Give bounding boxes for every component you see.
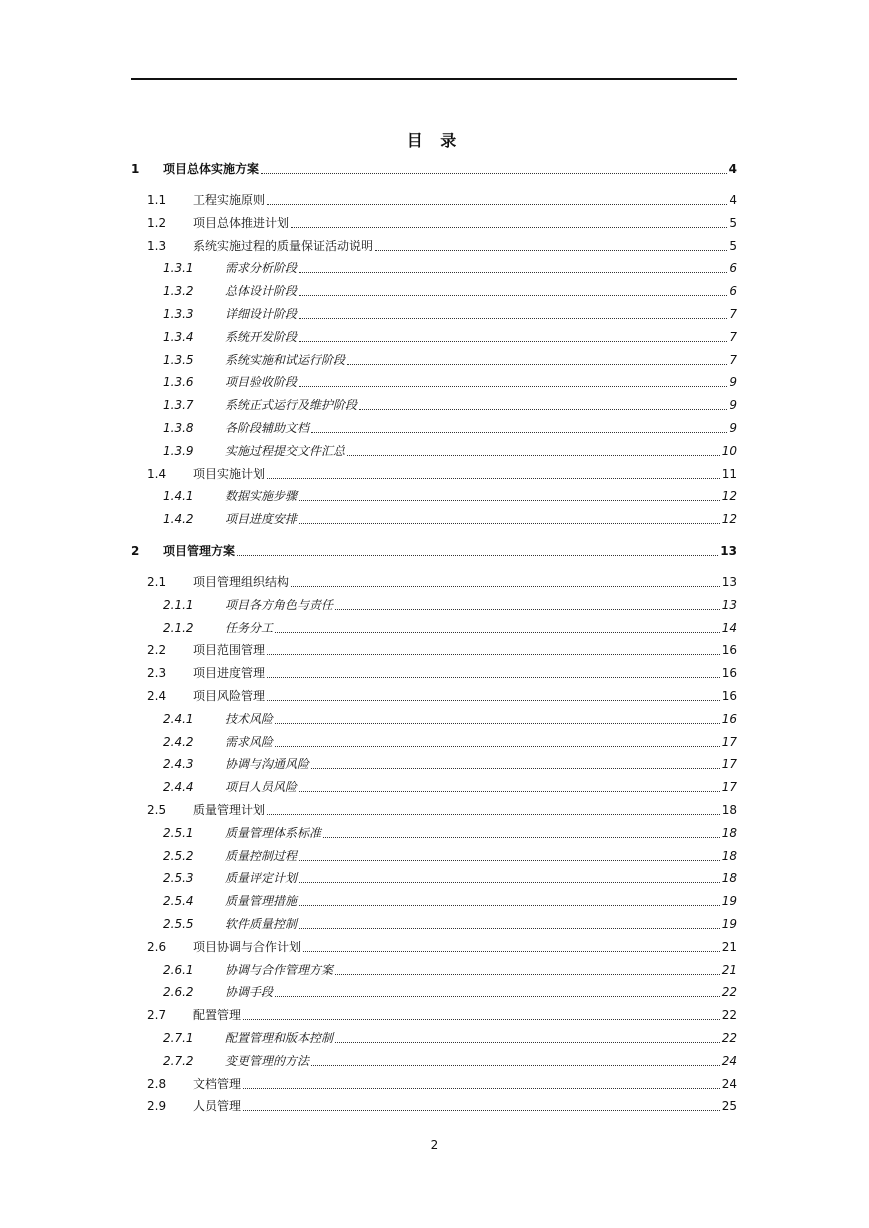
toc-entry-number: 2.3 (147, 666, 167, 681)
toc-entry[interactable] (131, 777, 737, 795)
toc-entry-title: 协调与合作管理方案 (225, 962, 334, 977)
toc-dot-leader (299, 318, 727, 319)
toc-entry-title: 协调手段 (225, 985, 274, 1000)
toc-entry-title: 质量管理措施 (225, 894, 298, 909)
toc-dot-leader (275, 996, 720, 997)
toc-dot-leader (267, 677, 720, 678)
toc-entry[interactable] (131, 418, 737, 436)
toc-entry-title: 总体设计阶段 (225, 284, 298, 299)
toc-dot-leader (335, 1042, 720, 1043)
toc-entry-title: 质量评定计划 (225, 871, 298, 886)
toc-entry-title: 变更管理的方法 (225, 1053, 310, 1068)
toc-entry[interactable] (131, 868, 737, 886)
toc-entry-page: 22 (721, 1008, 737, 1023)
toc-entry-number: 1.3.3 (163, 307, 194, 321)
toc-entry-page: 18 (721, 871, 737, 886)
toc-entry-page: 16 (721, 643, 737, 658)
toc-entry-number: 2.5.1 (163, 825, 194, 840)
toc-entry[interactable] (131, 663, 737, 681)
toc-entry-title: 任务分工 (225, 620, 274, 635)
toc-entry-page: 13 (720, 544, 737, 558)
toc-entry-title: 各阶段辅助文档 (225, 421, 310, 435)
toc-entry-page: 21 (721, 939, 737, 954)
toc-dot-leader (299, 791, 720, 792)
toc-entry[interactable] (131, 464, 737, 482)
toc-dot-leader (299, 523, 720, 524)
toc-entry-title: 系统实施和试运行阶段 (225, 352, 346, 367)
toc-entry-number: 1.3.5 (163, 352, 194, 367)
toc-entry[interactable] (131, 846, 737, 864)
toc-entry-number: 1.3.2 (163, 284, 194, 299)
toc-entry-page: 4 (728, 162, 737, 176)
toc-entry-page: 5 (729, 238, 737, 253)
toc-entry-title: 数据实施步骤 (225, 489, 298, 504)
toc-entry[interactable] (131, 595, 737, 613)
toc-entry-number: 1.3.6 (163, 375, 194, 390)
toc-entry[interactable] (131, 640, 737, 658)
toc-entry-page: 13 (721, 575, 737, 589)
toc-entry-title: 人员管理 (193, 1099, 242, 1114)
toc-entry[interactable] (131, 350, 737, 368)
toc-entry-title: 软件质量控制 (225, 917, 298, 931)
toc-entry-page: 9 (729, 375, 737, 390)
toc-entry[interactable] (131, 258, 737, 276)
toc-entry-title: 系统正式运行及维护阶段 (225, 398, 358, 413)
toc-entry-page: 16 (721, 666, 737, 681)
toc-entry-number: 2.4.3 (163, 757, 194, 772)
toc-entry-title: 需求风险 (225, 734, 274, 749)
toc-entry-page: 21 (721, 962, 737, 977)
header-rule (131, 78, 737, 80)
toc-entry-page: 12 (721, 489, 737, 504)
toc-entry-number: 1.4.2 (163, 512, 194, 527)
toc-entry-page: 25 (721, 1099, 737, 1114)
toc-entry[interactable] (131, 281, 737, 299)
toc-dot-leader (311, 768, 720, 769)
toc-entry-title: 工程实施原则 (193, 193, 266, 207)
toc-entry[interactable] (131, 732, 737, 750)
toc-entry[interactable] (131, 327, 737, 345)
toc-entry-number: 2.4.4 (163, 780, 194, 795)
toc-entry[interactable] (131, 937, 737, 955)
toc-dot-leader (359, 409, 727, 410)
toc-entry-page: 9 (729, 398, 737, 413)
toc-dot-leader (299, 295, 727, 296)
toc-entry-page: 10 (721, 443, 737, 458)
toc-entry-page: 17 (721, 757, 737, 772)
toc-entry-page: 18 (721, 825, 737, 840)
toc-entry[interactable] (131, 686, 737, 704)
toc-dot-leader (335, 974, 720, 975)
toc-entry-title: 实施过程提交文件汇总 (225, 443, 346, 458)
toc-dot-leader (311, 432, 727, 433)
toc-entry-title: 技术风险 (225, 711, 274, 726)
toc-dot-leader (375, 250, 727, 251)
toc-dot-leader (243, 1110, 720, 1111)
toc-dot-leader (267, 204, 727, 205)
toc-entry-title: 项目验收阶段 (225, 375, 298, 390)
toc-entry-number: 2.6.2 (163, 985, 194, 1000)
toc-entry-number: 1.3.9 (163, 443, 194, 458)
toc-entry[interactable] (131, 1096, 737, 1114)
toc-dot-leader (291, 227, 727, 228)
toc-dot-leader (299, 386, 727, 387)
toc-entry-page: 6 (729, 284, 737, 299)
toc-entry[interactable] (131, 441, 737, 459)
toc-entry-title: 项目风险管理 (193, 689, 266, 703)
toc-entry-page: 12 (721, 512, 737, 527)
toc-entry[interactable] (131, 486, 737, 504)
toc-entry[interactable] (131, 1051, 737, 1069)
toc-entry-page: 7 (729, 307, 737, 321)
toc-entry-title: 质量管理体系标准 (225, 825, 322, 840)
toc-entry-title: 详细设计阶段 (225, 307, 298, 321)
toc-dot-leader (299, 905, 720, 906)
toc-entry[interactable] (131, 618, 737, 636)
toc-entry-page: 22 (721, 985, 737, 1000)
toc-dot-leader (267, 700, 720, 701)
toc-entry[interactable] (131, 960, 737, 978)
toc-entry-title: 项目进度安排 (225, 512, 298, 527)
toc-title: 目 录 (406, 131, 463, 150)
toc-dot-leader (275, 746, 720, 747)
toc-dot-leader (267, 814, 720, 815)
toc-entry-number: 1.3.1 (163, 261, 194, 276)
toc-entry[interactable] (131, 236, 737, 254)
toc-entry-number: 2.5.2 (163, 848, 194, 863)
toc-entry[interactable] (131, 823, 737, 841)
toc-entry-number: 2.1 (147, 575, 167, 589)
toc-entry-page: 18 (721, 848, 737, 863)
toc-entry-title: 项目进度管理 (193, 666, 266, 681)
toc-entry-title: 项目各方角色与责任 (225, 597, 334, 612)
toc-entry-number: 1.2 (147, 215, 167, 230)
toc-entry[interactable] (131, 1074, 737, 1092)
toc-entry-number: 1.3.7 (163, 398, 194, 413)
toc-entry-number: 2.7.2 (163, 1053, 194, 1068)
toc-entry[interactable] (131, 800, 737, 818)
toc-entry-title: 配置管理和版本控制 (225, 1031, 334, 1045)
toc-dot-leader (275, 723, 720, 724)
toc-entry-title: 需求分析阶段 (225, 261, 298, 276)
toc-entry-page: 17 (721, 780, 737, 795)
toc-entry-page: 11 (721, 466, 737, 481)
toc-entry-number: 1.3 (147, 238, 167, 253)
toc-entry[interactable] (131, 1028, 737, 1046)
toc-entry-number: 2.6 (147, 939, 167, 954)
toc-entry[interactable] (131, 891, 737, 909)
toc-entry-number: 1.4 (147, 466, 167, 481)
toc-entry-page: 13 (721, 597, 737, 612)
toc-dot-leader (261, 173, 727, 174)
toc-entry-title: 文档管理 (193, 1076, 242, 1091)
toc-dot-leader (243, 1088, 720, 1089)
toc-entry[interactable] (131, 754, 737, 772)
toc-dot-leader (299, 272, 727, 273)
toc-entry[interactable] (131, 982, 737, 1000)
toc-entry-number: 2.5.4 (163, 894, 194, 909)
toc-entry-title: 系统开发阶段 (225, 329, 298, 344)
toc-dot-leader (267, 654, 720, 655)
toc-entry[interactable] (131, 372, 737, 390)
toc-entry-title: 项目总体实施方案 (163, 162, 260, 176)
toc-entry[interactable] (131, 1005, 737, 1023)
toc-dot-leader (303, 951, 720, 952)
toc-entry[interactable] (131, 159, 737, 177)
toc-dot-leader (237, 555, 718, 556)
toc-entry-title: 项目实施计划 (193, 466, 266, 481)
toc-dot-leader (275, 632, 720, 633)
toc-entry-page: 22 (721, 1031, 737, 1045)
toc-dot-leader (311, 1065, 720, 1066)
toc-entry-page: 24 (721, 1076, 737, 1091)
toc-dot-leader (299, 341, 727, 342)
toc-entry-title: 配置管理 (193, 1008, 242, 1023)
toc-entry-number: 2.4.1 (163, 711, 194, 726)
toc-dot-leader (299, 882, 720, 883)
toc-entry[interactable] (131, 304, 737, 322)
toc-dot-leader (299, 928, 720, 929)
toc-entry-page: 19 (721, 917, 737, 931)
toc-entry-number: 2.4.2 (163, 734, 194, 749)
toc-dot-leader (299, 500, 720, 501)
toc-dot-leader (267, 478, 720, 479)
toc-entry-title: 项目管理组织结构 (193, 575, 290, 589)
toc-entry-number: 2 (131, 544, 140, 558)
toc-entry-title: 质量控制过程 (225, 848, 298, 863)
toc-entry-page: 7 (729, 352, 737, 367)
toc-entry-page: 5 (729, 215, 737, 230)
toc-entry-number: 2.7.1 (163, 1031, 194, 1045)
toc-dot-leader (243, 1019, 720, 1020)
toc-entry[interactable] (131, 709, 737, 727)
toc-entry-page: 9 (729, 421, 737, 435)
toc-entry-page: 18 (721, 803, 737, 817)
toc-entry-number: 2.4 (147, 689, 167, 703)
toc-entry-page: 14 (721, 620, 737, 635)
toc-entry-page: 7 (729, 329, 737, 344)
toc-entry-number: 2.7 (147, 1008, 167, 1023)
toc-entry-number: 1 (131, 162, 140, 176)
toc-dot-leader (323, 837, 720, 838)
toc-entry[interactable] (131, 190, 737, 208)
toc-entry-number: 2.5 (147, 803, 167, 817)
toc-entry-title: 协调与沟通风险 (225, 757, 310, 772)
toc-entry[interactable] (131, 572, 737, 590)
toc-entry[interactable] (131, 914, 737, 932)
toc-entry[interactable] (131, 509, 737, 527)
toc-entry-title: 项目范围管理 (193, 643, 266, 658)
toc-dot-leader (291, 586, 720, 587)
page-number: 2 (430, 1138, 439, 1152)
toc-entry-number: 2.8 (147, 1076, 167, 1091)
toc-entry[interactable] (131, 395, 737, 413)
toc-dot-leader (299, 860, 720, 861)
toc-dot-leader (347, 364, 727, 365)
toc-entry-title: 项目协调与合作计划 (193, 939, 302, 954)
toc-entry-number: 1.4.1 (163, 489, 194, 504)
toc-entry-page: 4 (729, 193, 737, 207)
toc-entry-title: 质量管理计划 (193, 803, 266, 817)
toc-entry[interactable] (131, 541, 737, 559)
toc-entry-page: 6 (729, 261, 737, 276)
toc-entry-number: 2.6.1 (163, 962, 194, 977)
toc-entry-page: 19 (721, 894, 737, 909)
toc-entry-title: 项目人员风险 (225, 780, 298, 795)
toc-entry-number: 1.3.4 (163, 329, 194, 344)
toc-entry-number: 1.1 (147, 193, 167, 207)
toc-entry-number: 2.9 (147, 1099, 167, 1114)
toc-entry-page: 17 (721, 734, 737, 749)
toc-entry-number: 2.5.5 (163, 917, 194, 931)
toc-entry-number: 2.1.2 (163, 620, 194, 635)
toc-dot-leader (347, 455, 720, 456)
toc-entry-title: 项目管理方案 (163, 544, 236, 558)
toc-entry-title: 系统实施过程的质量保证活动说明 (193, 238, 374, 253)
toc-entry-page: 24 (721, 1053, 737, 1068)
toc-entry[interactable] (131, 213, 737, 231)
toc-entry-number: 2.5.3 (163, 871, 194, 886)
toc-entry-page: 16 (721, 711, 737, 726)
toc-entry-page: 16 (721, 689, 737, 703)
toc-entry-title: 项目总体推进计划 (193, 215, 290, 230)
toc-entry-number: 1.3.8 (163, 421, 194, 435)
toc-dot-leader (335, 609, 720, 610)
toc-entry-number: 2.1.1 (163, 597, 194, 612)
toc-entry-number: 2.2 (147, 643, 167, 658)
